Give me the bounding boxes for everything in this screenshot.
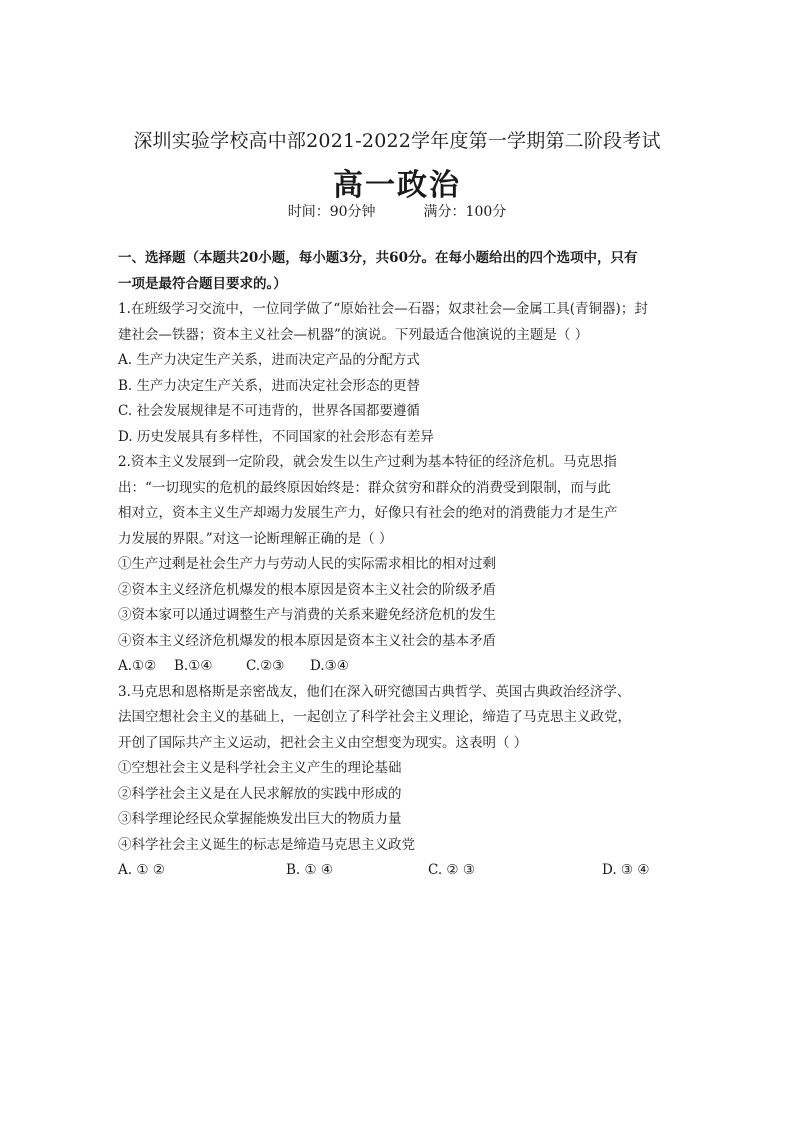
option-a: A. 生产力决定生产关系，进而决定产品的分配方式 [118, 352, 420, 368]
exam-meta [0, 201, 794, 221]
question-1 [118, 297, 676, 450]
question-stem: 力发展的界限。”对这一论断理解正确的是（ ） [118, 530, 393, 547]
question-stem: 出：“一切现实的危机的最终原因始终是：群众贫穷和群众的消费受到限制，而与此 [118, 479, 611, 496]
question-2 [118, 450, 676, 680]
choice-c: C. ② ③ [428, 862, 475, 878]
answer-choices [118, 858, 676, 884]
question-stem: 开创了国际共产主义运动，把社会主义由空想变为现实。这表明（ ） [118, 734, 528, 751]
statement-4: ④资本主义经济危机爆发的根本原因是资本主义社会的基本矛盾 [118, 632, 496, 649]
choice-b: B.①④ [174, 658, 213, 674]
statement-3: ③资本家可以通过调整生产与消费的关系来避免经济危机的发生 [118, 607, 496, 623]
choice-a: A. ① ② [118, 862, 165, 878]
choice-d: D.③④ [310, 658, 349, 674]
answer-choices [118, 654, 676, 680]
statement-2: ②资本主义经济危机爆发的根本原因是资本主义社会的阶级矛盾 [118, 581, 496, 598]
section-heading: 一、选择题（本题共20小题，每小题3分，共60分。在每小题给出的四个选项中，只有 [118, 250, 638, 266]
option-b: B. 生产力决定生产关系，进而决定社会形态的更替 [118, 377, 421, 394]
statement-1: ①生产过剩是社会生产力与劳动人民的实际需求相比的相对过剩 [118, 556, 496, 572]
exam-score: 满分：100分 [423, 204, 507, 220]
exam-content [118, 246, 676, 884]
statement-2: ②科学社会主义是在人民求解放的实践中形成的 [118, 785, 402, 802]
section-heading-cont: 一项是最符合题目要求的。） [118, 275, 287, 292]
exam-title: 深圳实验学校高中部2021-2022学年度第一学期第二阶段考试 [133, 130, 661, 152]
exam-subject: 高一政治 [333, 168, 461, 203]
question-3 [118, 680, 676, 884]
choice-d: D. ③ ④ [602, 862, 650, 878]
option-c: C. 社会发展规律是不可违背的，世界各国都要遵循 [118, 403, 420, 419]
question-stem: 1.在班级学习交流中，一位同学做了“原始社会—石器；奴隶社会—金属工具(青铜器)；封 [118, 301, 648, 317]
question-stem: 3.马克思和恩格斯是亲密战友，他们在深入研究德国古典哲学、英国古典政治经济学、 [118, 683, 631, 700]
choice-b: B. ① ④ [286, 862, 333, 878]
choice-a: A.①② [118, 658, 157, 674]
statement-4: ④科学社会主义诞生的标志是缔造马克思主义政党 [118, 836, 415, 853]
exam-time: 时间：90分钟 [287, 204, 376, 220]
statement-1: ①空想社会主义是科学社会主义产生的理论基础 [118, 760, 402, 776]
question-stem: 2.资本主义发展到一定阶段，就会发生以生产过剩为基本特征的经济危机。马克思指 [118, 454, 617, 470]
option-d: D. 历史发展具有多样性，不同国家的社会形态有差异 [118, 428, 434, 445]
question-stem: 法国空想社会主义的基础上，一起创立了科学社会主义理论，缔造了马克思主义政党， [118, 709, 631, 725]
question-stem: 建社会—铁器；资本主义社会—机器”的演说。下列最适合他演说的主题是（ ） [118, 326, 589, 343]
choice-c: C.②③ [246, 658, 285, 674]
statement-3: ③科学理论经民众掌握能焕发出巨大的物质力量 [118, 811, 402, 827]
question-stem: 相对立，资本主义生产却竭力发展生产力，好像只有社会的绝对的消费能力才是生产 [118, 505, 618, 521]
